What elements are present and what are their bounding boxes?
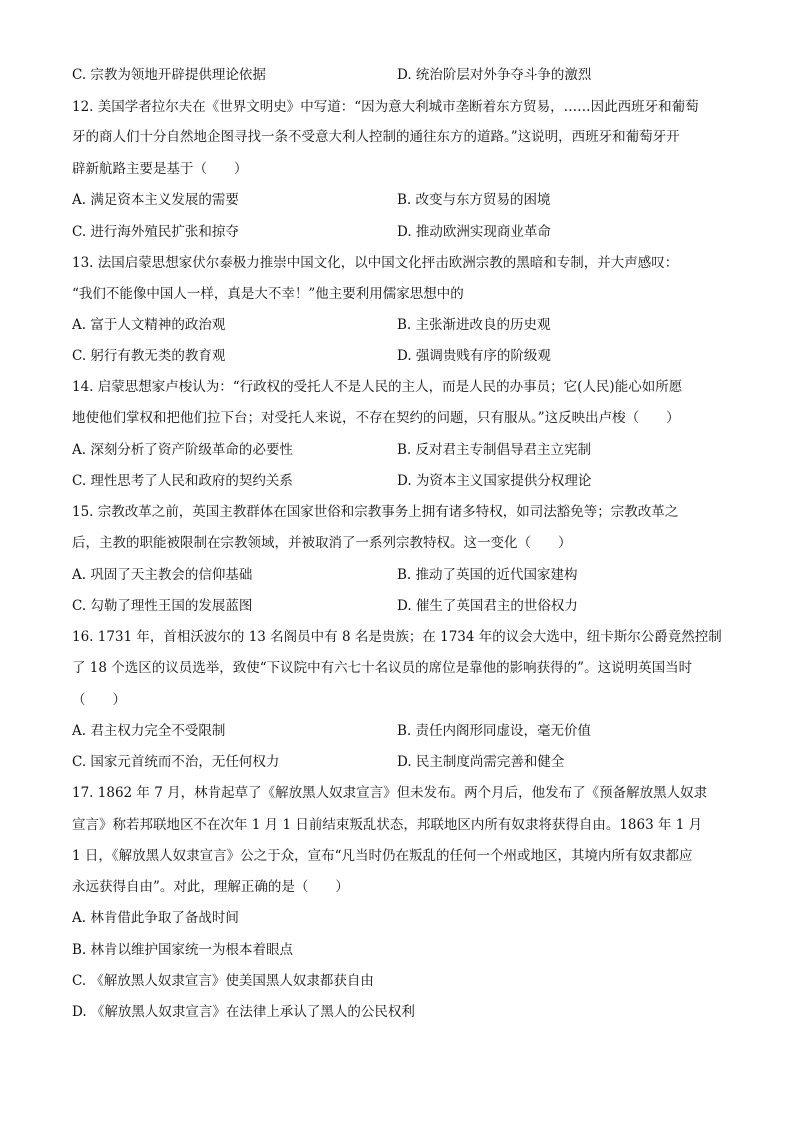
q17-stem-line-3: 1 日，《解放黑人奴隶宣言》公之于众，宣布“凡当时仍在叛乱的任何一个州或地区，其境内所有奴隶都应 <box>72 848 693 864</box>
q12-stem-line-3: 辟新航路主要是基于（ ） <box>72 161 248 177</box>
q15-option-a: A. 巩固了天主教会的信仰基础 <box>72 567 253 583</box>
q17-option-d: D. 《解放黑人奴隶宣言》在法律上承认了黑人的公民权利 <box>72 1004 415 1020</box>
q17-stem-line-2: 宣言》称若邦联地区不在次年 1 月 1 日前结束叛乱状态，邦联地区内所有奴隶将获得自由。1863 年 1 月 <box>72 817 703 833</box>
q17-stem-line-4: 永远获得自由”。对此，理解正确的是（ ） <box>72 879 349 895</box>
q12-option-d: D. 推动欧洲实现商业革命 <box>397 224 551 240</box>
q17-option-b: B. 林肯以维护国家统一为根本着眼点 <box>72 942 294 958</box>
q17-stem-line-1: 17. 1862 年 7 月，林肯起草了《解放黑人奴隶宣言》但未发布。两个月后，他发布了《预备解放黑人奴隶 <box>72 785 708 801</box>
q16-stem-line-1: 16. 1731 年，首相沃波尔的 13 名阁员中有 8 名是贵族；在 1734 年的议会大选中，纽卡斯尔公爵竟然控制 <box>72 629 722 645</box>
q12-option-c: C. 进行海外殖民扩张和掠夺 <box>72 224 239 240</box>
q15-stem-line-1: 15. 宗教改革之前，英国主教群体在国家世俗和宗教事务上拥有诸多特权，如司法豁免等；宗教改革之 <box>72 504 679 520</box>
q13-stem-line-1: 13. 法国启蒙思想家伏尔泰极力推崇中国文化，以中国文化抨击欧洲宗教的黑暗和专制，并大声感叹： <box>72 255 679 271</box>
q14-stem-line-2: 地使他们掌权和把他们拉下台；对受托人来说，不存在契约的问题，只有服从。”这反映出卢梭（ ） <box>72 410 680 426</box>
q16-option-d: D. 民主制度尚需完善和健全 <box>397 754 565 770</box>
q15-option-b: B. 推动了英国的近代国家建构 <box>397 567 578 583</box>
q14-option-a: A. 深刻分析了资产阶级革命的必要性 <box>72 442 293 458</box>
q12-stem-line-1: 12. 美国学者拉尔夫在《世界文明史》中写道：“因为意大利城市垄断着东方贸易，……因此西班牙和葡萄 <box>72 99 699 115</box>
q15-stem-line-2: 后，主教的职能被限制在宗教领域，并被取消了一系列宗教特权。这一变化（ ） <box>72 535 572 551</box>
q11-option-d: D. 统治阶层对外争夺斗争的激烈 <box>397 67 592 83</box>
q16-stem-line-2: 了 18 个选区的议员选举，致使“下议院中有六七十名议员的席位是靠他的影响获得的”。这说明英国当时 <box>72 660 693 676</box>
q13-option-b: B. 主张渐进改良的历史观 <box>397 317 551 333</box>
q12-option-a: A. 满足资本主义发展的需要 <box>72 192 239 208</box>
q16-option-a: A. 君主权力完全不受限制 <box>72 723 226 739</box>
q17-option-c: C. 《解放黑人奴隶宣言》使美国黑人奴隶都获自由 <box>72 973 374 989</box>
q13-option-a: A. 富于人文精神的政治观 <box>72 317 226 333</box>
q16-option-b: B. 责任内阁形同虚设，毫无价值 <box>397 723 592 739</box>
q11-option-c: C. 宗教为领地开辟提供理论依据 <box>72 67 266 83</box>
q14-option-c: C. 理性思考了人民和政府的契约关系 <box>72 473 293 489</box>
q14-stem-line-1: 14. 启蒙思想家卢梭认为：“行政权的受托人不是人民的主人，而是人民的办事员；它(人民)能心如所愿 <box>72 379 683 395</box>
q16-option-c: C. 国家元首统而不治，无任何权力 <box>72 754 280 770</box>
q12-option-b: B. 改变与东方贸易的困境 <box>397 192 551 208</box>
q16-stem-line-3: （ ） <box>72 692 126 708</box>
q13-option-c: C. 躬行有教无类的教育观 <box>72 348 226 364</box>
q13-stem-line-2: “我们不能像中国人一样，真是大不幸！”他主要利用儒家思想中的 <box>72 286 464 302</box>
q14-option-b: B. 反对君主专制倡导君主立宪制 <box>397 442 592 458</box>
q15-option-d: D. 催生了英国君主的世俗权力 <box>397 598 578 614</box>
q17-option-a: A. 林肯借此争取了备战时间 <box>72 910 239 926</box>
q13-option-d: D. 强调贵贱有序的阶级观 <box>397 348 551 364</box>
q14-option-d: D. 为资本主义国家提供分权理论 <box>397 473 592 489</box>
q15-option-c: C. 勾勒了理性王国的发展蓝图 <box>72 598 253 614</box>
q12-stem-line-2: 牙的商人们十分自然地企图寻找一条不受意大利人控制的通往东方的道路。”这说明，西班牙和葡萄牙开 <box>72 129 680 145</box>
